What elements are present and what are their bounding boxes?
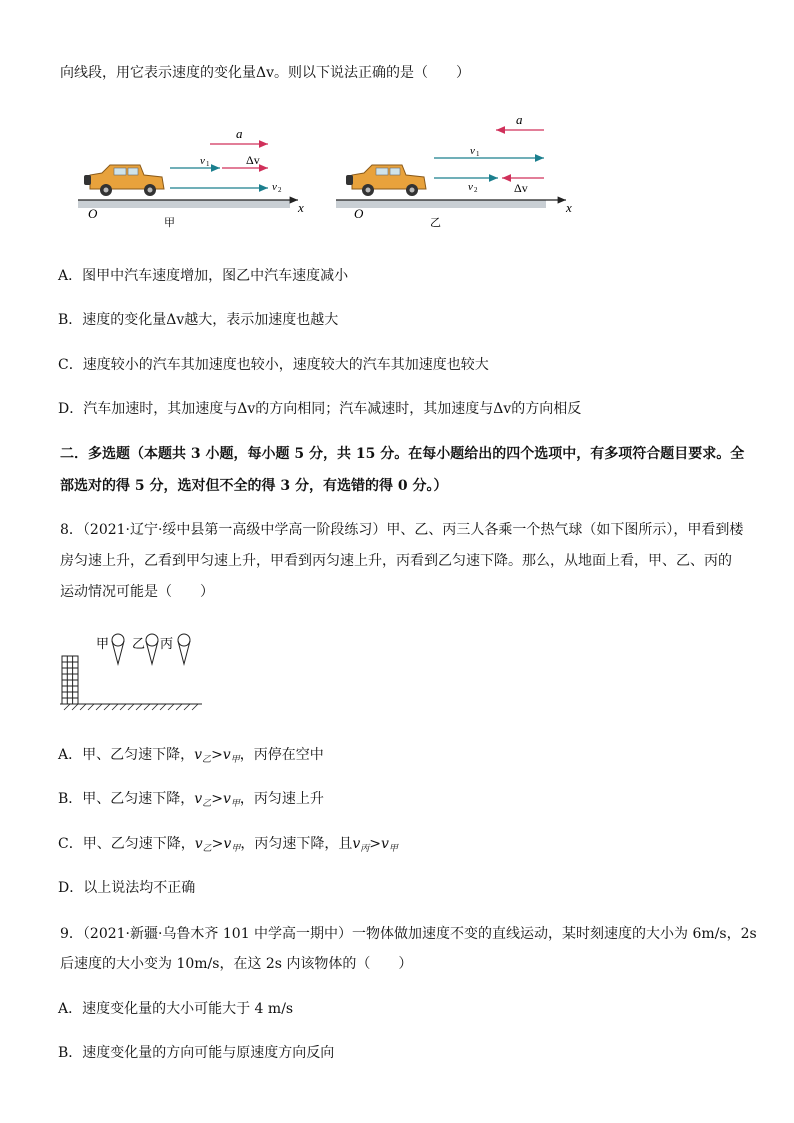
q8-stem-line3: 运动情况可能是（ ） bbox=[60, 584, 214, 600]
q8-stem-line2: 房匀速上升，乙看到甲匀速上升，甲看到丙匀速上升，丙看到乙匀速下降。那么，从地面上看，甲、乙、丙的 bbox=[60, 553, 732, 569]
balloon-bing bbox=[178, 634, 190, 664]
svg-text:v: v bbox=[272, 181, 277, 193]
left-panel-label: 甲 bbox=[164, 217, 175, 229]
q8-balloon-figure bbox=[58, 628, 208, 720]
svg-text:Δv: Δv bbox=[246, 153, 260, 167]
section-heading-line2: 部选对的得 5 分，选对但不全的得 3 分，有选错的得 0 分。） bbox=[60, 478, 448, 494]
q9-option-a[interactable]: A．速度变化量的大小可能大于 4 m/s bbox=[58, 1001, 294, 1017]
svg-text:2: 2 bbox=[474, 186, 478, 194]
balloon-label-yi: 乙 bbox=[132, 636, 146, 651]
svg-text:1: 1 bbox=[206, 160, 210, 168]
q9-stem-line2: 后速度的大小变为 10m/s，在这 2s 内该物体的（ ） bbox=[60, 956, 413, 972]
svg-text:v: v bbox=[200, 155, 205, 167]
right-panel-label: 乙 bbox=[430, 217, 441, 229]
left-ground bbox=[78, 200, 290, 208]
building bbox=[62, 656, 78, 704]
q7-stem: 向线段，用它表示速度的变化量Δv。则以下说法正确的是（ ） bbox=[60, 65, 471, 81]
q7-car-figure bbox=[60, 108, 600, 240]
svg-text:v: v bbox=[470, 145, 475, 157]
balloon-yi bbox=[146, 634, 158, 664]
q8-stem-line1: 8．（2021·辽宁·绥中县第一高级中学高一阶段练习）甲、乙、丙三人各乘一个热气球（如下图所示），甲看到楼 bbox=[60, 522, 744, 538]
right-axis-label: x bbox=[566, 200, 572, 215]
q8-option-b[interactable]: B．甲、乙匀速下降，$v_乙>v_甲$，丙匀速上升 bbox=[58, 791, 324, 809]
left-origin-label: O bbox=[88, 206, 98, 221]
q8-option-d[interactable]: D．以上说法均不正确 bbox=[58, 880, 196, 896]
balloon-label-bing: 丙 bbox=[160, 636, 174, 651]
right-ground bbox=[336, 200, 546, 208]
q7-option-c[interactable]: C．速度较小的汽车其加速度也较小，速度较大的汽车其加速度也较大 bbox=[58, 357, 489, 373]
svg-text:Δv: Δv bbox=[514, 181, 528, 195]
balloon-label-jia: 甲 bbox=[96, 636, 110, 651]
left-car bbox=[84, 165, 164, 196]
svg-text:a: a bbox=[516, 112, 523, 127]
right-car bbox=[346, 165, 426, 196]
q7-option-a[interactable]: A．图甲中汽车速度增加，图乙中汽车速度减小 bbox=[58, 268, 349, 284]
q7-option-d[interactable]: D．汽车加速时，其加速度与Δv的方向相同；汽车减速时，其加速度与Δv的方向相反 bbox=[58, 401, 582, 417]
q8-option-c[interactable]: C．甲、乙匀速下降，$v_乙>v_甲$，丙匀速下降，且$v_丙>v_甲$ bbox=[58, 836, 398, 854]
q9-option-b[interactable]: B．速度变化量的方向可能与原速度方向反向 bbox=[58, 1045, 335, 1061]
svg-text:1: 1 bbox=[476, 150, 480, 158]
balloon-jia bbox=[112, 634, 124, 664]
right-origin-label: O bbox=[354, 206, 364, 221]
q7-option-b[interactable]: B．速度的变化量Δv越大，表示加速度也越大 bbox=[58, 312, 339, 328]
left-axis-label: x bbox=[298, 200, 304, 215]
q8-option-a[interactable]: A．甲、乙匀速下降，$v_乙>v_甲$，丙停在空中 bbox=[58, 747, 324, 765]
q9-stem-line1: 9．（2021·新疆·乌鲁木齐 101 中学高一期中）一物体做加速度不变的直线运动，某时刻速度的大小为 6m/s，2s bbox=[60, 926, 757, 942]
svg-text:a: a bbox=[236, 126, 243, 141]
section-heading-line1: 二．多选题（本题共 3 小题，每小题 5 分，共 15 分。在每小题给出的四个选项中，有多项符合题目要求。全 bbox=[60, 446, 745, 462]
svg-text:v: v bbox=[468, 181, 473, 193]
svg-text:2: 2 bbox=[278, 186, 282, 194]
